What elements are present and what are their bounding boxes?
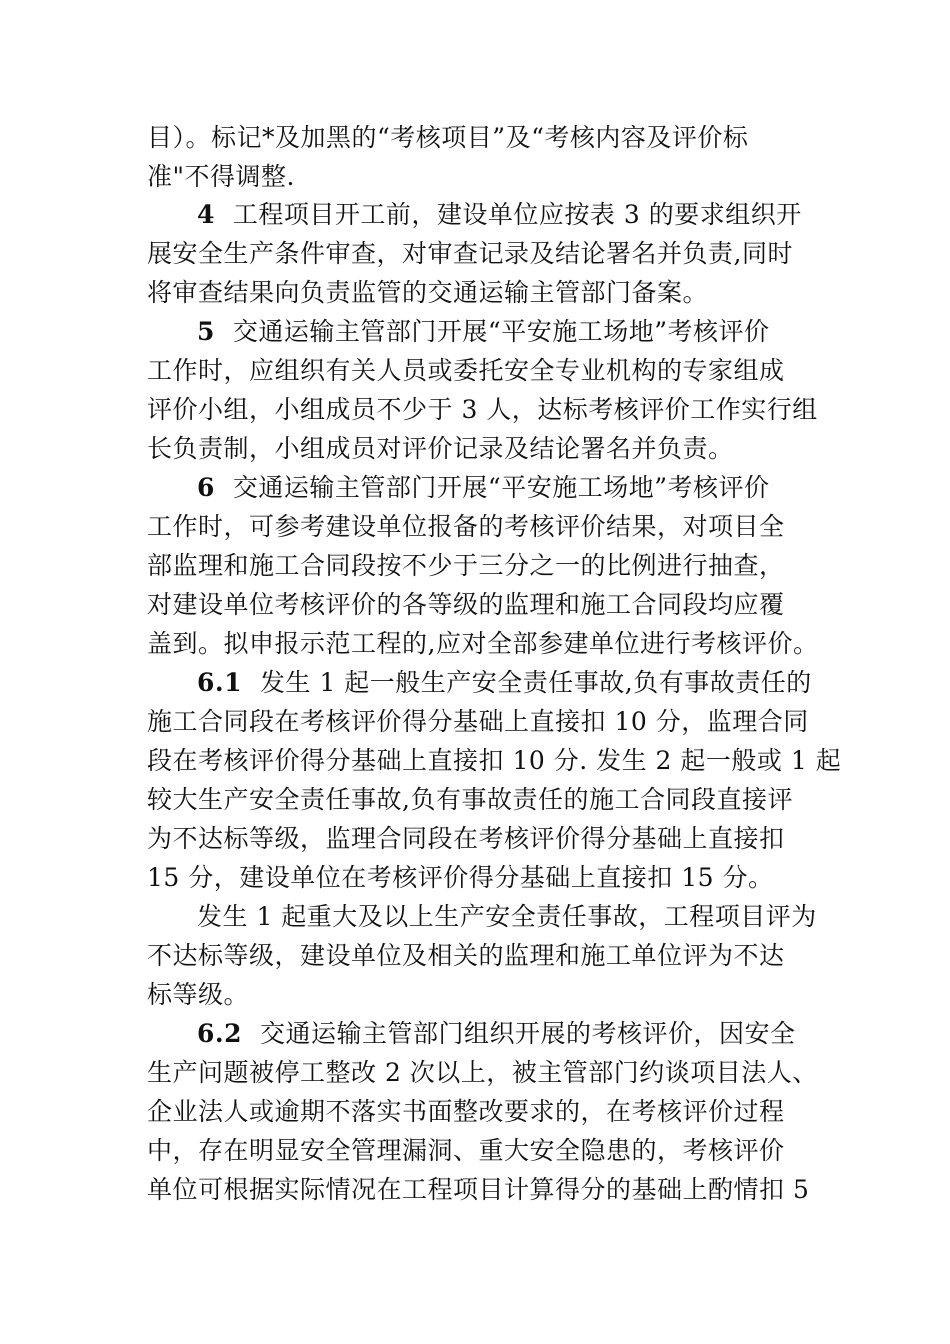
- clause-number: 5: [197, 317, 215, 346]
- text-line: 目）。标记*及加黑的“考核项目”及“考核内容及评价标: [147, 123, 749, 152]
- text-line: 评价小组，小组成员不少于 3 人，达标考核评价工作实行组: [147, 395, 818, 424]
- text-line: 长负责制，小组成员对评价记录及结论署名并负责。: [147, 434, 734, 463]
- clause-number: 4: [197, 200, 215, 229]
- text-line: 15 分，建设单位在考核评价得分基础上直接扣 15 分。: [147, 863, 774, 892]
- clause-number: 6.2: [197, 1019, 242, 1048]
- text-line: 企业法人或逾期不落实书面整改要求的，在考核评价过程: [147, 1097, 785, 1126]
- text-line: 将审查结果向负责监管的交通运输主管部门备案。: [147, 278, 709, 307]
- text-line: 发生 1 起重大及以上生产安全责任事故，工程项目评为: [197, 902, 817, 931]
- text-line: 不达标等级，建设单位及相关的监理和施工单位评为不达: [147, 941, 785, 970]
- text-line: 生产问题被停工整改 2 次以上，被主管部门约谈项目法人、: [147, 1058, 818, 1087]
- clause-6-1-line: [197, 665, 812, 701]
- text-line: 中，存在明显安全管理漏洞、重大安全隐患的，考核评价: [147, 1136, 785, 1165]
- text-line: 工作时，应组织有关人员或委托安全专业机构的专家组成: [147, 356, 785, 385]
- text-line: 发生 1 起一般生产安全责任事故,负有事故责任的: [260, 668, 812, 697]
- text-line: 交通运输主管部门开展“平安施工场地”考核评价: [232, 317, 770, 346]
- text-line: 工程项目开工前，建设单位应按表 3 的要求组织开: [232, 200, 802, 229]
- clause-number: 6: [197, 473, 215, 502]
- text-line: 准"不得调整.: [147, 162, 295, 191]
- text-line: 为不达标等级，监理合同段在考核评价得分基础上直接扣: [147, 824, 785, 853]
- text-line: 标等级。: [147, 980, 250, 1009]
- text-line: 施工合同段在考核评价得分基础上直接扣 10 分，监理合同: [147, 707, 809, 736]
- text-line: 单位可根据实际情况在工程项目计算得分的基础上酌情扣 5: [147, 1175, 810, 1204]
- text-line: 工作时，可参考建设单位报备的考核评价结果，对项目全: [147, 512, 785, 541]
- text-line: 段在考核评价得分基础上直接扣 10 分. 发生 2 起一般或 1 起: [147, 746, 842, 775]
- clause-6-2-line: [197, 1016, 796, 1052]
- clause-4-line: [197, 197, 802, 233]
- clause-5-line: [197, 314, 769, 350]
- text-line: 展安全生产条件审查，对审查记录及结论署名并负责,同时: [147, 239, 793, 268]
- text-line: 对建设单位考核评价的各等级的监理和施工合同段均应覆: [147, 590, 785, 619]
- text-line: 盖到。拟申报示范工程的,应对全部参建单位进行考核评价。: [147, 629, 819, 658]
- text-line: 交通运输主管部门开展“平安施工场地”考核评价: [232, 473, 770, 502]
- text-line: 交通运输主管部门组织开展的考核评价，因安全: [260, 1019, 796, 1048]
- clause-6-line: [197, 470, 769, 506]
- clause-number: 6.1: [197, 668, 242, 697]
- text-line: 较大生产安全责任事故,负有事故责任的施工合同段直接评: [147, 785, 793, 814]
- text-line: 部监理和施工合同段按不少于三分之一的比例进行抽查，: [147, 551, 785, 580]
